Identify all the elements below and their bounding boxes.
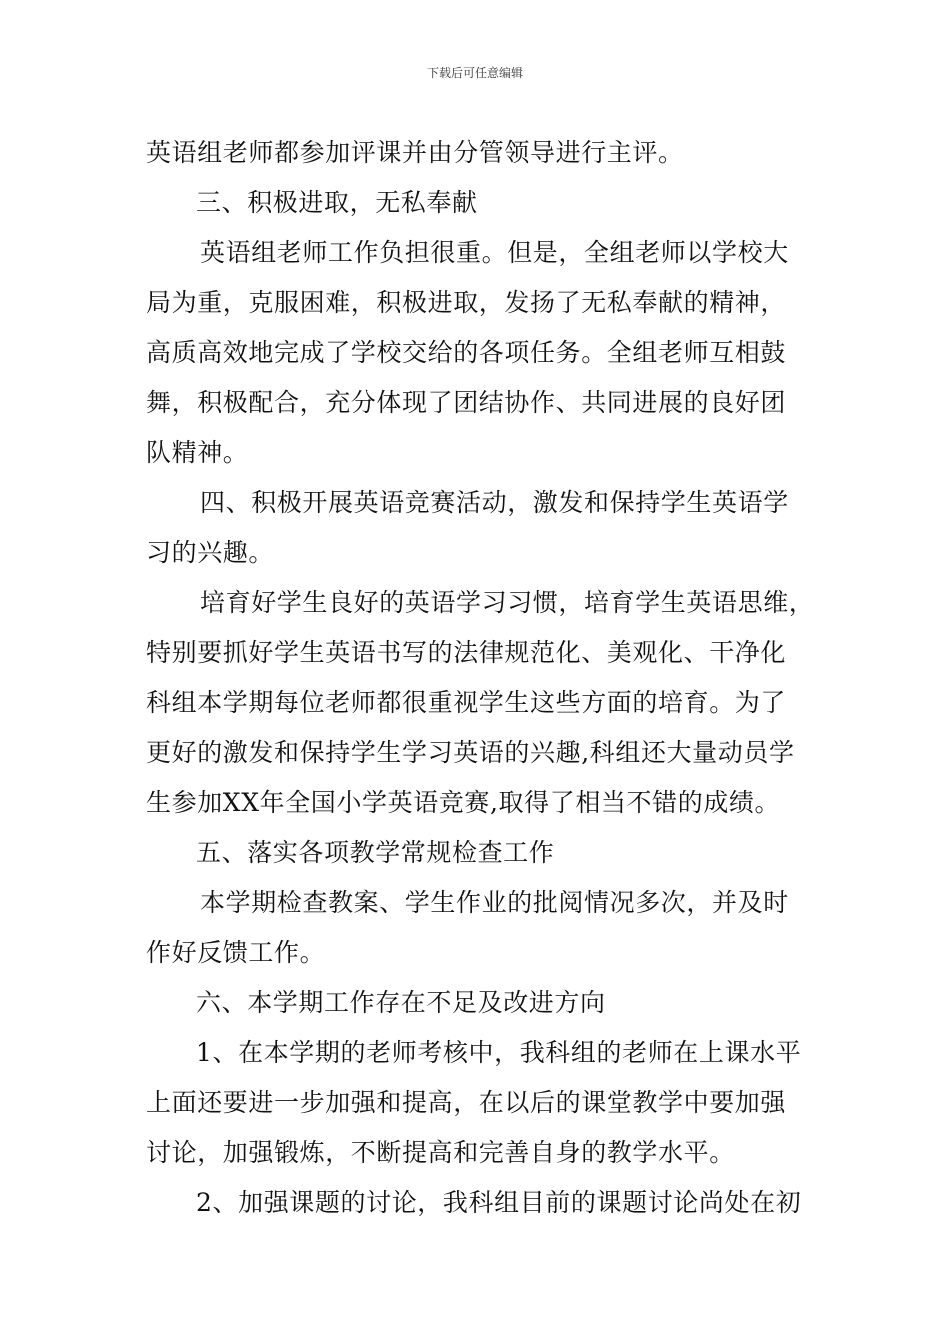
paragraph-line: 科组本学期每位老师都很重视学生这些方面的培育。为了	[146, 688, 787, 717]
section-heading: 六、本学期工作存在不足及改进方向	[196, 988, 606, 1017]
paragraph-line: 1、在本学期的老师考核中，我科组的老师在上课水平	[196, 1038, 802, 1067]
paragraph-line: 更好的激发和保持学生学习英语的兴趣,科组还大量动员学	[146, 738, 795, 767]
document-body	[146, 128, 826, 1228]
paragraph-line: 特别要抓好学生英语书写的法律规范化、美观化、干净化	[146, 638, 787, 667]
paragraph-line: 队精神。	[146, 438, 249, 467]
paragraph-line: 局为重，克服困难，积极进取，发扬了无私奉献的精神，	[146, 288, 787, 317]
section-heading: 四、积极开展英语竞赛活动，激发和保持学生英语学	[200, 488, 789, 517]
paragraph-line: 生参加XX年全国小学英语竞赛,取得了相当不错的成绩。	[146, 788, 781, 817]
paragraph-line: 培育好学生良好的英语学习习惯，培育学生英语思维，	[200, 588, 815, 617]
paragraph-line: 高质高效地完成了学校交给的各项任务。全组老师互相鼓	[146, 338, 787, 367]
paragraph-line: 英语组老师都参加评课并由分管领导进行主评。	[146, 138, 684, 167]
page-header: 下载后可任意编辑	[426, 66, 523, 80]
paragraph-line: 作好反馈工作。	[146, 938, 326, 967]
section-heading: 三、积极进取，无私奉献	[196, 188, 478, 217]
paragraph-line: 2、加强课题的讨论，我科组目前的课题讨论尚处在初	[196, 1188, 802, 1217]
paragraph-line: 舞，积极配合，充分体现了团结协作、共同进展的良好团	[146, 388, 787, 417]
paragraph-line: 习的兴趣。	[146, 538, 275, 567]
paragraph-line: 讨论，加强锻炼，不断提高和完善自身的教学水平。	[146, 1138, 735, 1167]
paragraph-line: 上面还要进一步加强和提高，在以后的课堂教学中要加强	[146, 1088, 787, 1117]
paragraph-line: 本学期检查教案、学生作业的批阅情况多次，并及时	[200, 888, 789, 917]
paragraph-line: 英语组老师工作负担很重。但是，全组老师以学校大	[200, 238, 789, 267]
section-heading: 五、落实各项教学常规检查工作	[196, 838, 555, 867]
